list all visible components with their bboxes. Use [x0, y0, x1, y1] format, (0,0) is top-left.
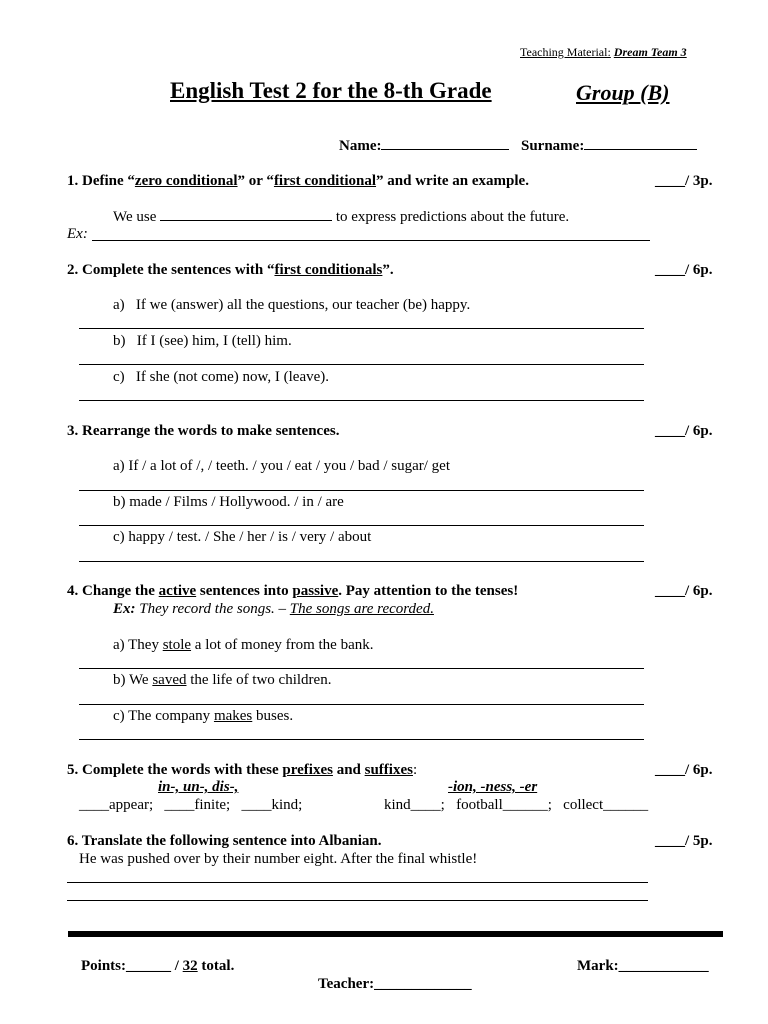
answer-line[interactable] — [79, 561, 644, 562]
q4-item-post: a lot of money from the bank. — [191, 637, 374, 653]
answer-line[interactable] — [67, 900, 648, 901]
q5-prefixes: prefixes — [282, 762, 333, 778]
q2-letter: b) — [113, 333, 126, 349]
answer-line[interactable] — [79, 490, 644, 491]
q3-points: ____/ 6p. — [655, 423, 713, 439]
q3-item-c: c) happy / test. / She / her / is / very / about — [113, 529, 372, 545]
q5-colon: : — [412, 762, 418, 778]
q1-term-zero: zero conditional — [134, 173, 238, 189]
q3-item-a: a) If / a lot of /, / teeth. / you / eat / you / bad / sugar/ get — [113, 458, 450, 474]
q6-sentence: He was pushed over by their number eight. After the final whistle! — [79, 851, 478, 867]
q5-words-right[interactable]: kind____; football______; collect______ — [384, 797, 649, 813]
q4-t2: sentences into — [196, 583, 293, 599]
teacher-field[interactable]: Teacher:_____________ — [318, 976, 472, 992]
q2-tail: ”. — [382, 262, 394, 278]
q1-heading — [67, 173, 529, 190]
q4-ex-text: They record the songs. – — [139, 601, 287, 617]
answer-line[interactable] — [67, 882, 648, 883]
q2-heading — [67, 262, 394, 279]
q4-ex-answer: The songs are recorded. — [289, 601, 434, 617]
q2-points: ____/ 6p. — [655, 262, 713, 278]
name-field[interactable] — [339, 137, 509, 155]
q5-suffix-list: -ion, -ness, -er — [448, 779, 538, 795]
material-title: Dream Team 3 — [613, 45, 687, 59]
name-blank[interactable] — [381, 137, 509, 150]
q2-item-b — [113, 333, 292, 350]
points-total-value: 32 — [182, 958, 198, 974]
q2-letter: a) — [113, 297, 125, 313]
q2-term: first conditionals — [274, 262, 383, 278]
answer-line[interactable] — [79, 364, 644, 365]
q4-item-c — [113, 708, 293, 725]
q4-item-pre: c) The company — [113, 708, 214, 724]
q1-term-first: first conditional — [273, 173, 377, 189]
q2-text: 2. Complete the sentences with “ — [67, 262, 275, 278]
q1-ex-label: Ex: — [67, 226, 88, 242]
q4-ex-label: Ex: — [113, 601, 136, 617]
q5-t1: 5. Complete the words with these — [67, 762, 283, 778]
q1-points: ____/ 3p. — [655, 173, 713, 189]
q2-item-text: If I (see) him, I (tell) him. — [136, 333, 292, 349]
q2-letter: c) — [113, 369, 125, 385]
points-total — [81, 958, 234, 975]
q3-item-b: b) made / Films / Hollywood. / in / are — [113, 494, 344, 510]
q5-prefix-list: in-, un-, dis-, — [158, 779, 239, 795]
answer-line[interactable] — [79, 328, 644, 329]
q1-mid: ” or “ — [237, 173, 274, 189]
name-label: Name: — [339, 138, 382, 154]
q6-points: ____/ 5p. — [655, 833, 713, 849]
q2-item-text: If we (answer) all the questions, our teacher (be) happy. — [135, 297, 471, 313]
q3-heading: 3. Rearrange the words to make sentences. — [67, 423, 340, 439]
q4-item-a — [113, 637, 374, 654]
q4-points: ____/ 6p. — [655, 583, 713, 599]
q4-item-verb: saved — [152, 672, 187, 688]
q5-suffixes: suffixes — [364, 762, 413, 778]
q4-t3: . Pay attention to the tenses! — [338, 583, 519, 599]
q4-item-pre: b) We — [113, 672, 153, 688]
q1-sentence — [113, 208, 569, 226]
q2-item-a — [113, 297, 470, 314]
q5-words-left[interactable]: ____appear; ____finite; ____kind; — [79, 797, 303, 813]
group-label: Group (B) — [576, 80, 670, 105]
q5-and: and — [332, 762, 365, 778]
q4-active: active — [158, 583, 197, 599]
surname-field[interactable] — [521, 137, 697, 155]
q4-passive: passive — [292, 583, 339, 599]
q4-item-pre: a) They — [113, 637, 163, 653]
q4-item-post: the life of two children. — [186, 672, 332, 688]
answer-line[interactable] — [79, 739, 644, 740]
q1-line-a: We use — [113, 209, 157, 225]
q1-tail: ” and write an example. — [376, 173, 529, 189]
q1-line-b: to express predictions about the future. — [335, 209, 570, 225]
material-label: Teaching Material: — [520, 45, 611, 59]
q4-item-verb: stole — [162, 637, 192, 653]
points-label: Points:______ / — [81, 958, 183, 974]
q4-item-verb: makes — [213, 708, 253, 724]
q2-item-c — [113, 369, 329, 386]
q5-heading — [67, 762, 417, 779]
q1-answer-blank[interactable] — [160, 208, 332, 221]
q1-ex-line[interactable] — [92, 240, 650, 241]
q6-heading: 6. Translate the following sentence into Albanian. — [67, 833, 382, 849]
q4-item-post: buses. — [252, 708, 294, 724]
answer-line[interactable] — [79, 525, 644, 526]
q4-item-b — [113, 672, 331, 689]
q5-points: ____/ 6p. — [655, 762, 713, 778]
teaching-material — [520, 46, 687, 60]
answer-line[interactable] — [79, 704, 644, 705]
mark-field[interactable]: Mark:____________ — [577, 958, 709, 974]
page-title: English Test 2 for the 8-th Grade — [170, 78, 492, 103]
q2-item-text: If she (not come) now, I (leave). — [135, 369, 330, 385]
q4-t1: 4. Change the — [67, 583, 159, 599]
answer-line[interactable] — [79, 400, 644, 401]
footer-divider — [68, 931, 723, 937]
q1-num: 1. Define “ — [67, 173, 135, 189]
surname-label: Surname: — [521, 138, 585, 154]
q4-example — [113, 601, 434, 618]
answer-line[interactable] — [79, 668, 644, 669]
points-total-tail: total. — [197, 958, 235, 974]
q4-heading — [67, 583, 518, 600]
surname-blank[interactable] — [584, 137, 697, 150]
